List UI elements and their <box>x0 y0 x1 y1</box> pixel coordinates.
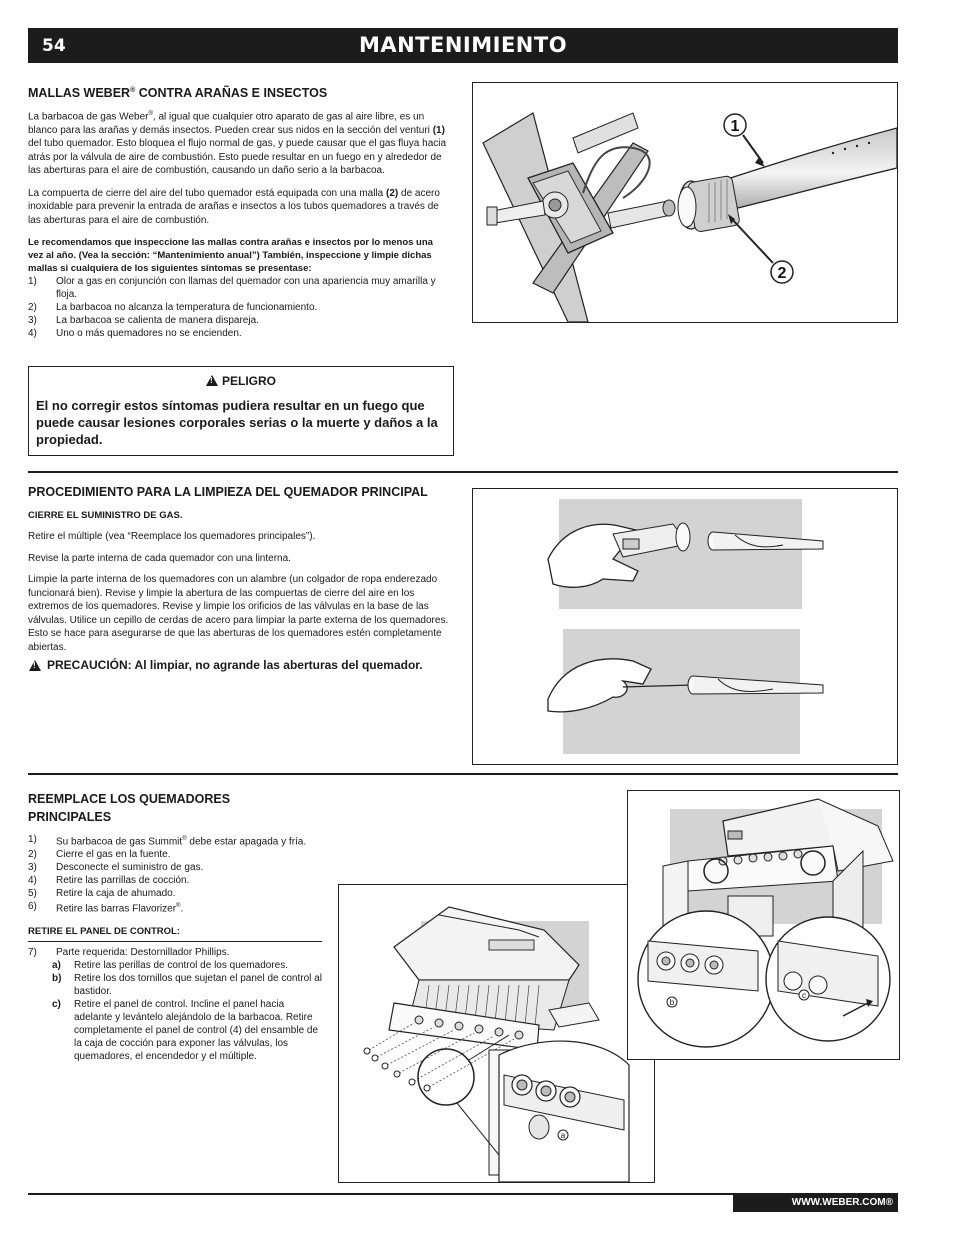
list-text: debe estar apagada y fría. <box>186 836 307 848</box>
section-heading: PROCEDIMIENTO PARA LA LIMPIEZA DEL QUEMADOR PRINCIPAL <box>28 485 428 499</box>
burner-screen-figure <box>472 82 898 323</box>
list-item <box>28 972 322 998</box>
list-item <box>28 900 322 915</box>
list-text: Retire las barras Flavorizer <box>56 903 177 915</box>
subheading: RETIRE EL PANEL DE CONTROL: <box>28 925 322 942</box>
control-knobs-figure <box>338 884 655 1183</box>
section-heading: REEMPLACE LOS QUEMADORES PRINCIPALES <box>28 792 231 824</box>
paragraph: Retire el múltiple (vea “Reemplace los quemadores principales”). <box>28 531 316 542</box>
list-text: Cierre el gas en la fuente. <box>56 849 171 861</box>
list-item <box>28 959 322 972</box>
paragraph <box>28 108 452 178</box>
list-number: 2) <box>28 302 37 314</box>
symptom-list <box>28 275 452 340</box>
preparation-steps <box>28 833 322 916</box>
list-text: Retire las perillas de control de los quemadores. <box>74 959 288 971</box>
caution-icon <box>29 660 41 671</box>
list-number: 3) <box>28 315 37 327</box>
list-item <box>28 275 452 301</box>
registered-mark: ® <box>176 903 181 910</box>
cleaning-illustration <box>473 489 897 764</box>
section-burner-cleaning <box>28 484 454 674</box>
text: de acero inoxidable para prevenir la entrada de arañas e insectos a los tubos quemadores a través de las aberturas para el aire de combustión. <box>28 187 440 226</box>
list-letter: a) <box>52 959 61 971</box>
list-letter: c) <box>52 998 61 1010</box>
panel-screws-figure <box>627 790 900 1060</box>
callout-ref: (1) <box>432 124 445 136</box>
list-item <box>28 887 322 900</box>
list-item <box>28 861 322 874</box>
list-text: Olor a gas en conjunción con llamas del quemador con una apariencia muy amarilla y floja. <box>56 276 436 301</box>
header-bar <box>28 28 898 63</box>
control-panel-substeps <box>28 959 322 1063</box>
subheading: CIERRE EL SUMINISTRO DE GAS. <box>28 510 183 521</box>
text: La compuerta de cierre del aire del tubo quemador está equipada con una malla <box>28 187 387 199</box>
callout-label-c: c <box>802 991 806 1000</box>
caution-note <box>28 657 454 674</box>
list-item <box>28 327 452 340</box>
section-replace-burners <box>28 790 322 1063</box>
control-panel-steps <box>28 946 322 959</box>
text: La barbacoa de gas Weber <box>28 111 149 123</box>
callout-label-1: 1 <box>730 118 740 135</box>
list-number: 7) <box>28 946 37 958</box>
text: del tubo quemador. Esto bloquea el flujo normal de gas, y puede causar que el gas fluya hacia atrás por la válvula de aire de combustión. Esto puede resultar en un fuego en y alrededor de las aberturas para el aire de combustión, causando un daño serio a la barbacoa. <box>28 138 447 177</box>
paragraph: Limpie la parte interna de los quemadores con un alambre (un colgador de ropa enderezado funcionará bien). Revise y limpie la abertura de las compuertas de cierre del aire en los extremos de los quemadores. Revise y limpie los orificios de las válvulas en la base de las válvulas. Utilice un cepillo de cerdas de acero para limpiar la parte externa de los quemadores. Esto se hace para asegurarse de que las aberturas de los quemadores estén completamente abiertas. <box>28 574 449 653</box>
list-text: Retire las parrillas de cocción. <box>56 875 190 887</box>
callout-label-2: 2 <box>777 265 787 282</box>
footer-bar <box>733 1194 898 1212</box>
callout-label-b: b <box>669 998 675 1007</box>
footer-url: WWW.WEBER.COM® <box>791 1197 893 1208</box>
danger-body: El no corregir estos síntomas pudiera resultar en un fuego que puede causar lesiones corporales serias o la muerte y daños a la propiedad. <box>36 398 438 447</box>
list-letter: b) <box>52 972 62 984</box>
list-text: Retire los dos tornillos que sujetan el panel de control al bastidor. <box>74 972 322 997</box>
list-number: 6) <box>28 901 37 913</box>
list-text: . <box>180 903 184 915</box>
callout-ref: (2) <box>386 187 399 199</box>
list-item <box>28 874 322 887</box>
svg-text:..: .. <box>818 688 822 695</box>
burner-cleaning-figure <box>472 488 898 765</box>
heading-text: CONTRA ARAÑAS E INSECTOS <box>135 86 328 101</box>
burner-screen-illustration <box>473 83 897 322</box>
list-text: Retire el panel de control. Incline el panel hacia adelante y levántelo alejándolo de la barbacoa. Retire completamente el panel de control (4) del ensamble de la caja de cocción para exponer las válvulas, los quemadores, el encendedor y el múltiple. <box>74 998 319 1062</box>
list-number: 1) <box>28 276 37 288</box>
list-text: Retire la caja de ahumado. <box>56 888 176 900</box>
section-spider-screens <box>28 82 452 340</box>
list-text: Uno o más quemadores no se encienden. <box>56 328 242 340</box>
section-divider <box>28 773 898 775</box>
recommendation-paragraph: Le recomendamos que inspeccione las mallas contra arañas e insectos por lo menos una vez al año. (Vea la sección: “Mantenimiento anual”) También, inspeccione y limpie dichas mallas si cualquiera de los siguientes síntomas se presentase: <box>28 237 433 275</box>
list-text: Desconecte el suministro de gas. <box>56 862 204 874</box>
list-text: La barbacoa no alcanza la temperatura de funcionamiento. <box>56 302 318 314</box>
list-item <box>28 301 452 314</box>
list-item <box>28 833 322 848</box>
grill-knobs-illustration <box>339 885 654 1182</box>
warning-icon <box>206 375 218 386</box>
registered-mark: ® <box>130 87 136 94</box>
svg-text:..: .. <box>818 544 822 551</box>
list-number: 5) <box>28 888 37 900</box>
heading-text: MALLAS WEBER <box>28 86 131 101</box>
paragraph <box>28 187 452 228</box>
registered-mark: ® <box>148 111 153 118</box>
list-text: Su barbacoa de gas Summit <box>56 836 183 848</box>
danger-title-text: PELIGRO <box>221 374 276 388</box>
list-text: Parte requerida: Destornillador Phillips. <box>56 946 230 958</box>
registered-mark: ® <box>182 836 187 842</box>
caution-text: PRECAUCIÓN: Al limpiar, no agrande las aberturas del quemador. <box>47 658 423 672</box>
paragraph: Revise la parte interna de cada quemador con una linterna. <box>28 552 291 564</box>
list-number: 4) <box>28 328 37 340</box>
page-title: MANTENIMIENTO <box>358 33 568 57</box>
section-divider <box>28 471 898 473</box>
text: , al igual que cualquier otro aparato de gas al aire libre, es un blanco para las arañas y demás insectos. Pueden crear sus nidos en la sección del venturi <box>28 111 433 136</box>
callout-label-a: a <box>560 1131 566 1140</box>
list-number: 4) <box>28 875 37 887</box>
danger-title <box>29 374 453 388</box>
list-item <box>28 848 322 861</box>
list-number: 3) <box>28 862 37 874</box>
section-heading <box>28 82 452 102</box>
list-text: La barbacoa se calienta de manera dispareja. <box>56 315 259 327</box>
list-item <box>28 314 452 327</box>
list-number: 1) <box>28 834 37 845</box>
list-number: 2) <box>28 849 37 861</box>
danger-box <box>28 366 454 456</box>
list-item <box>28 998 322 1063</box>
page-number: 54 <box>42 36 66 56</box>
panel-screws-illustration <box>628 791 899 1059</box>
list-item <box>28 946 322 959</box>
